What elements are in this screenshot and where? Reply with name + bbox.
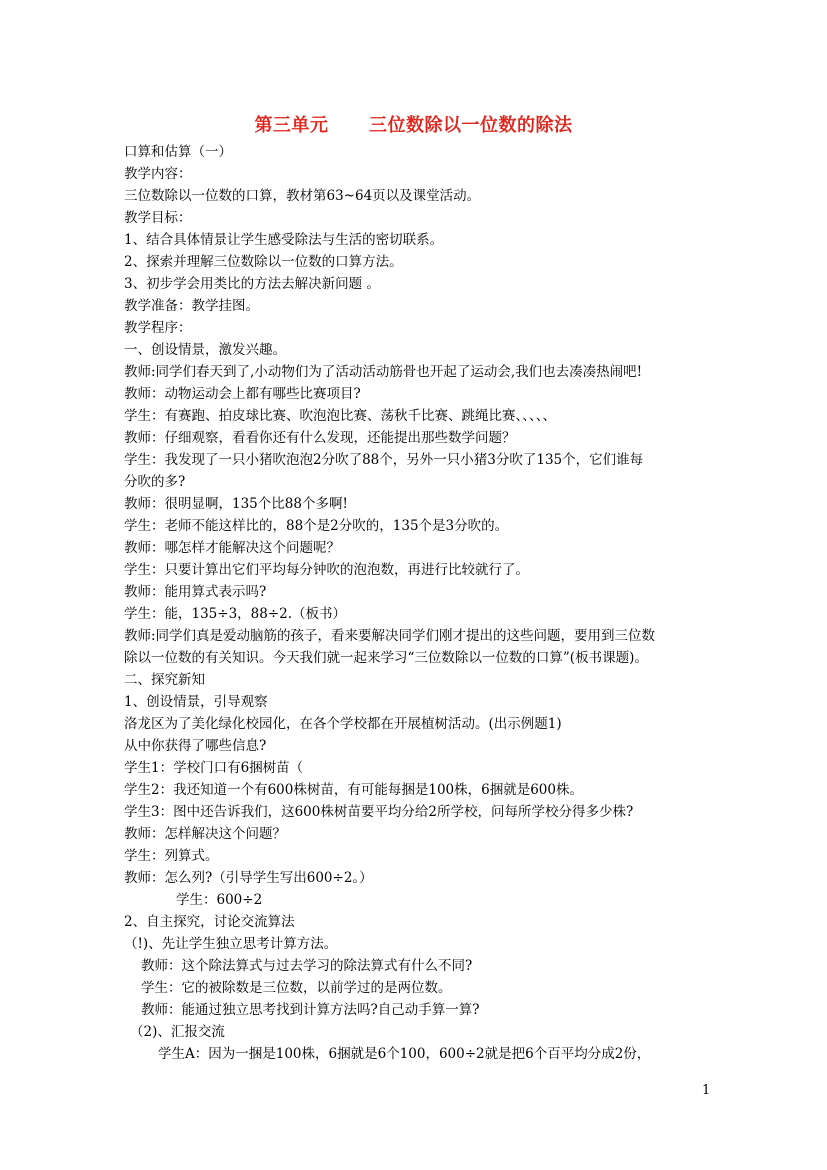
text-line: 教师：怎么列?（引导学生写出600÷2。） (124, 870, 373, 886)
text-line: 2、自主探究，讨论交流算法 (124, 914, 295, 930)
text-line: 教师:同学们春天到了,小动物们为了活动活动筋骨也开起了运动会,我们也去凑凑热闹吧! (124, 364, 643, 380)
text-line: 教师：能通过独立思考找到计算方法吗?自己动手算一算? (141, 1002, 480, 1018)
text-line: 除以一位数的有关知识。今天我们就一起来学习“三位数除以一位数的口算”(板书课题)。 (124, 650, 648, 666)
text-line: 学生：能，135÷3，88÷2.（板书） (124, 606, 347, 622)
text-line: 学生：600÷2 (176, 892, 263, 908)
text-line: 1、结合具体情景让学生感受除法与生活的密切联系。 (124, 232, 444, 248)
text-line: 三位数除以一位数的口算，教材第63~64页以及课堂活动。 (124, 188, 481, 204)
text-line: 学生：列算式。 (124, 848, 219, 864)
text-line: 教学内容： (124, 166, 192, 182)
text-line: 教师：这个除法算式与过去学习的除法算式有什么不同? (141, 958, 473, 974)
text-line: （2)、汇报交流 (130, 1024, 225, 1040)
document-title: 第三单元 三位数除以一位数的除法 (254, 115, 573, 136)
text-line: 教师：很明显啊，135个比88个多啊! (124, 496, 348, 512)
text-line: 学生：我发现了一只小猪吹泡泡2分吹了88个，另外一只小猪3分吹了135个，它们谁每 (124, 452, 644, 468)
text-line: 学生3：图中还告诉我们，这600株树苗要平均分给2所学校，问每所学校分得多少株? (124, 804, 634, 820)
text-line: 教师：仔细观察，看看你还有什么发现，还能提出那些数学问题？ (124, 430, 516, 446)
text-line: 教学目标： (124, 210, 192, 226)
text-line: 学生1：学校门口有6捆树苗（ (124, 760, 304, 776)
text-line: 分吹的多? (124, 474, 186, 490)
text-line: 学生2：我还知道一个有600株树苗，有可能每捆是100株，6捆就是600株。 (124, 782, 583, 798)
text-line: 从中你获得了哪些信息? (124, 738, 267, 754)
text-line: 教师：能用算式表示吗? (124, 584, 267, 600)
text-line: 教师:同学们真是爱动脑筋的孩子，看来要解决同学们刚才提出的这些问题，要用到三位数 (124, 628, 656, 644)
text-line: 教师：哪怎样才能解决这个问题呢？ (124, 540, 340, 556)
text-line: 一、创设情景，激发兴趣。 (124, 342, 286, 358)
text-line: 二、探究新知 (124, 672, 205, 688)
page-number: 1 (702, 1083, 711, 1098)
text-line: 学生：老师不能这样比的，88个是2分吹的，135个是3分吹的。 (124, 518, 509, 534)
text-line: 1、创设情景，引导观察 (124, 694, 268, 710)
text-line: 学生：有赛跑、拍皮球比赛、吹泡泡比赛、荡秋千比赛、跳绳比赛、、、、、 (124, 408, 556, 424)
text-line: 教师：怎样解决这个问题？ (124, 826, 286, 842)
text-line: 学生：只要计算出它们平均每分钟吹的泡泡数，再进行比较就行了。 (124, 562, 529, 578)
text-line: （!)、先让学生独立思考计算方法。 (124, 936, 338, 952)
text-line: 学生A：因为一捆是100株，6捆就是6个100，600÷2就是把6个百平均分成2份， (158, 1046, 651, 1062)
text-line: 口算和估算（一） (124, 144, 232, 160)
text-line: 教学准备：教学挂图。 (124, 298, 259, 314)
text-line: 3、初步学会用类比的方法去解决新问题 。 (124, 276, 380, 292)
text-line: 2、探索并理解三位数除以一位数的口算方法。 (124, 254, 403, 270)
text-line: 教师：动物运动会上都有哪些比赛项目? (124, 386, 361, 402)
text-line: 洛龙区为了美化绿化校园化，在各个学校都在开展植树活动。(出示例题1) (124, 716, 562, 732)
text-line: 教学程序： (124, 320, 192, 336)
text-line: 学生：它的被除数是三位数，以前学过的是两位数。 (141, 980, 452, 996)
